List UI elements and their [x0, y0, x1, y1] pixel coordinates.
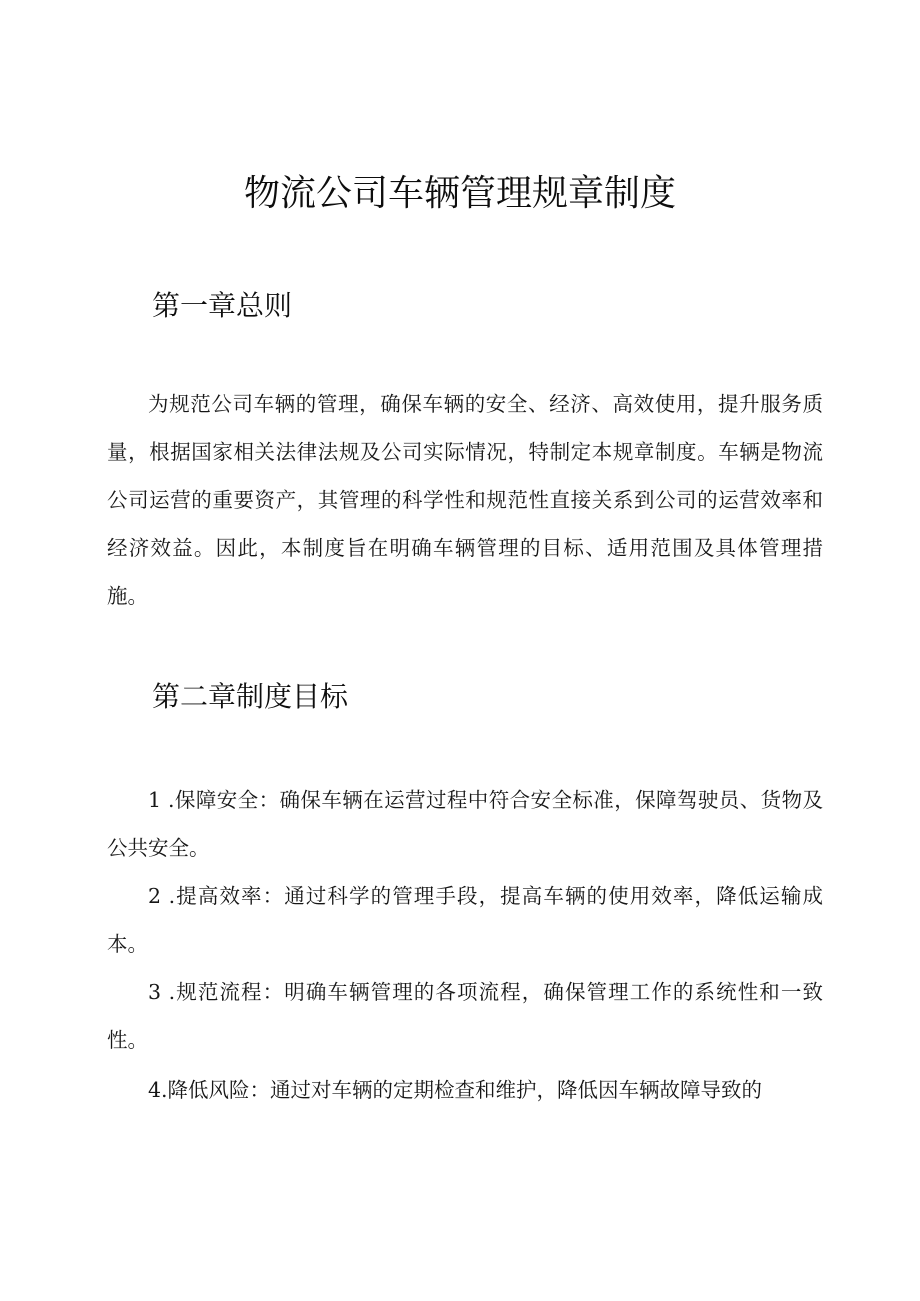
document-title: 物流公司车辆管理规章制度	[243, 173, 676, 214]
objective-item-process: 3 .规范流程：明确车辆管理的各项流程，确保管理工作的系统性和一致性。	[107, 980, 823, 1052]
chapter-heading-general: 第一章总则	[152, 289, 293, 322]
objective-item-efficiency: 2 .提高效率：通过科学的管理手段，提高车辆的使用效率，降低运输成本。	[107, 884, 823, 956]
general-provisions-paragraph: 为规范公司车辆的管理，确保车辆的安全、经济、高效使用，提升服务质量，根据国家相关法律法规及公司实际情况，特制定本规章制度。车辆是物流公司运营的重要资产，其管理的科学性和规范性直接关系到公司的运营效率和经济效益。因此，本制度旨在明确车辆管理的目标、适用范围及具体管理措施。	[107, 392, 823, 608]
objective-item-risk: 4.降低风险：通过对车辆的定期检查和维护，降低因车辆故障导致的	[148, 1078, 763, 1102]
objective-item-safety: 1 .保障安全：确保车辆在运营过程中符合安全标准，保障驾驶员、货物及公共安全。	[107, 788, 823, 860]
chapter-heading-objectives: 第二章制度目标	[152, 680, 349, 713]
